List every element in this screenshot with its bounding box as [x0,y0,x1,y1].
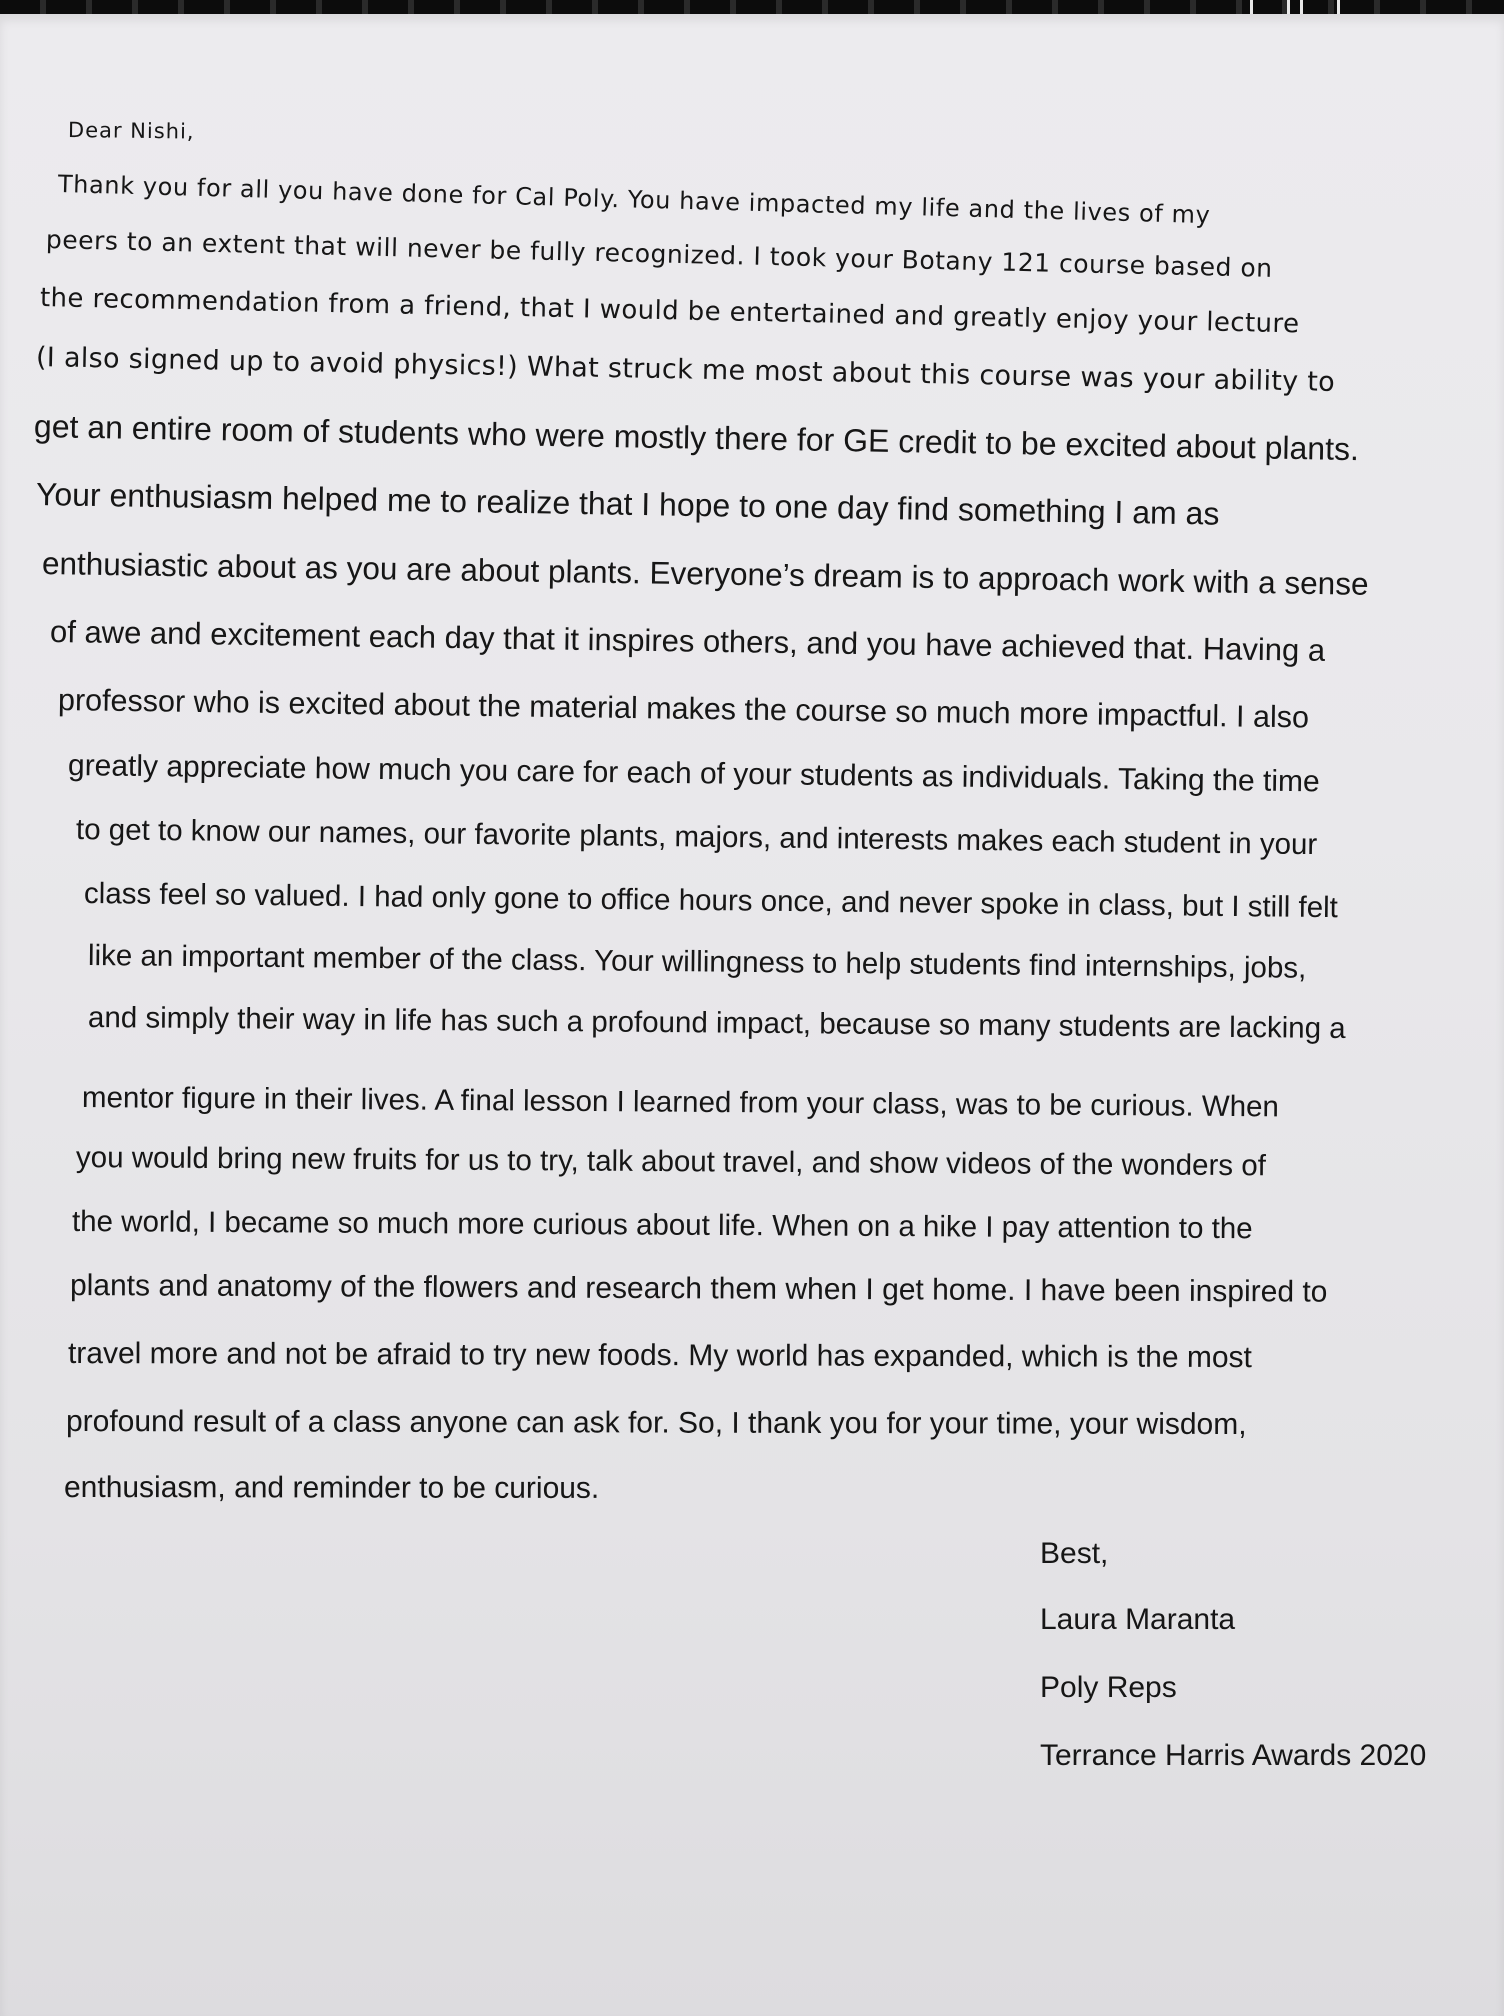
body-line: to get to know our names, our favorite plants, majors, and interests makes each student in your [75,813,1318,862]
body-line: profound result of a class anyone can ask for. So, I thank you for your time, your wisdom, [65,1405,1247,1442]
body-line: (I also signed up to avoid physics!) What struck me most about this course was your ability to [35,342,1336,398]
body-line: enthusiasm, and reminder to be curious. [63,1471,600,1505]
body-line: get an entire room of students who were mostly there for GE credit to be excited about plants. [33,408,1360,468]
body-line: enthusiastic about as you are about plants. Everyone’s dream is to approach work with a sense [41,545,1369,602]
salutation: Dear Nishi, [67,118,195,144]
signer-organization: Poly Reps [1040,1671,1177,1704]
body-line: professor who is excited about the material makes the course so much more impactful. I also [57,683,1310,735]
signer-name: Laura Maranta [1040,1603,1236,1636]
body-line: like an important member of the class. Your willingness to help students find internships, jobs, [87,939,1307,985]
body-line: Thank you for all you have done for Cal Poly. You have impacted my life and the lives of my [57,170,1211,230]
body-line: greatly appreciate how much you care for each of your students as individuals. Taking the time [67,749,1320,799]
closing-signoff: Best, [1040,1537,1109,1570]
body-line: mentor figure in their lives. A final lesson I learned from your class, was to be curious. When [81,1081,1280,1124]
body-line: of awe and excitement each day that it inspires others, and you have achieved that. Having a [49,614,1326,668]
body-line: class feel so valued. I had only gone to office hours once, and never spoke in class, but I still felt [83,877,1339,925]
award-line: Terrance Harris Awards 2020 [1040,1739,1427,1772]
body-line: Your enthusiasm helped me to realize that I hope to one day find something I am as [35,476,1220,532]
body-line: and simply their way in life has such a profound impact, because so many students are lacking a [87,1001,1346,1045]
body-line: you would bring new fruits for us to try, talk about travel, and show videos of the wonders of [75,1141,1267,1183]
body-line: the world, I became so much more curious about life. When on a hike I pay attention to the [71,1205,1253,1246]
body-line: peers to an extent that will never be fully recognized. I took your Botany 121 course based on [45,225,1273,283]
body-line: plants and anatomy of the flowers and research them when I get home. I have been inspired to [69,1269,1328,1309]
body-line: the recommendation from a friend, that I would be entertained and greatly enjoy your lecture [39,283,1300,340]
body-line: travel more and not be afraid to try new foods. My world has expanded, which is the most [67,1337,1252,1375]
